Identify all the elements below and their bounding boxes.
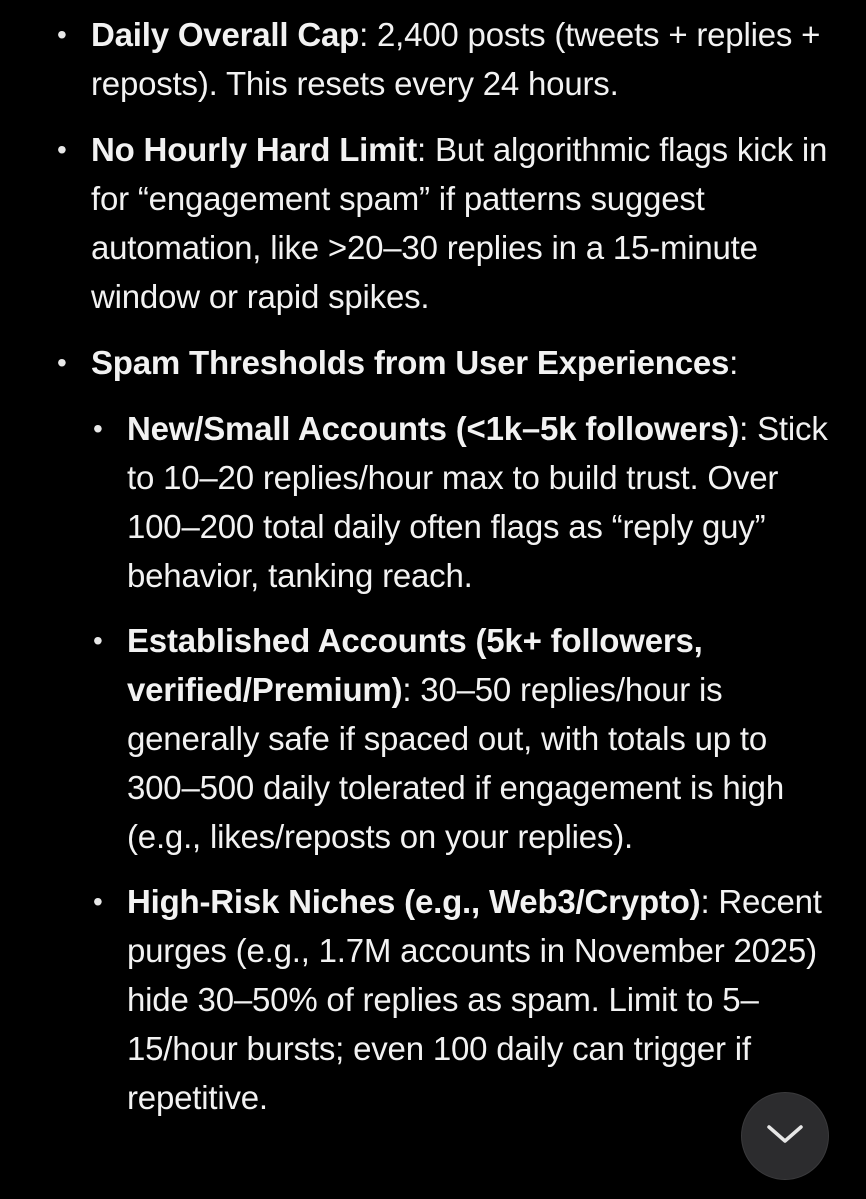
item-title: High-Risk Niches (e.g., Web3/Crypto) xyxy=(127,883,701,920)
bullet-icon: • xyxy=(93,625,103,656)
bullet-icon: • xyxy=(93,886,103,917)
nested-list-item xyxy=(93,404,839,600)
item-title: Spam Thresholds from User Experiences xyxy=(91,344,730,381)
bullet-icon: • xyxy=(93,413,103,444)
item-title: No Hourly Hard Limit xyxy=(91,131,418,168)
item-text: : Recent purges (e.g., 1.7M accounts in November 2025) hide 30–50% of replies as spam. Limit to 5–15/hour bursts; even 100 daily can trigger if repetitive. xyxy=(127,883,822,1116)
bullet-icon: • xyxy=(57,134,67,165)
bullet-list xyxy=(0,10,866,387)
item-text: : xyxy=(729,344,739,381)
scroll-to-bottom-button[interactable] xyxy=(741,1092,829,1180)
list-item xyxy=(57,10,836,108)
bullet-icon: • xyxy=(57,347,67,378)
item-text: : But algorithmic flags kick in for “engagement spam” if patterns suggest automation, like >20–30 replies in a 15-minute window or rapid spikes. xyxy=(91,131,828,315)
nested-list-item xyxy=(93,877,839,1122)
message-content xyxy=(0,10,866,1138)
bullet-icon: • xyxy=(57,19,67,50)
item-text: : 30–50 replies/hour is generally safe if spaced out, with totals up to 300–500 daily tolerated if engagement is high (e.g., likes/reposts on your replies). xyxy=(127,671,784,855)
list-item xyxy=(57,338,836,387)
item-title: Established Accounts (5k+ followers, verified/Premium) xyxy=(127,622,703,708)
nested-bullet-list xyxy=(0,404,866,1122)
nested-list-item xyxy=(93,616,839,861)
chevron-down-icon xyxy=(765,1122,805,1151)
item-text: : 2,400 posts (tweets + replies + reposts). This resets every 24 hours. xyxy=(91,16,821,102)
item-title: New/Small Accounts (<1k–5k followers) xyxy=(127,410,740,447)
list-item xyxy=(57,125,836,321)
item-text: : Stick to 10–20 replies/hour max to build trust. Over 100–200 total daily often flags as “reply guy” behavior, tanking reach. xyxy=(127,410,828,594)
item-title: Daily Overall Cap xyxy=(91,16,360,53)
